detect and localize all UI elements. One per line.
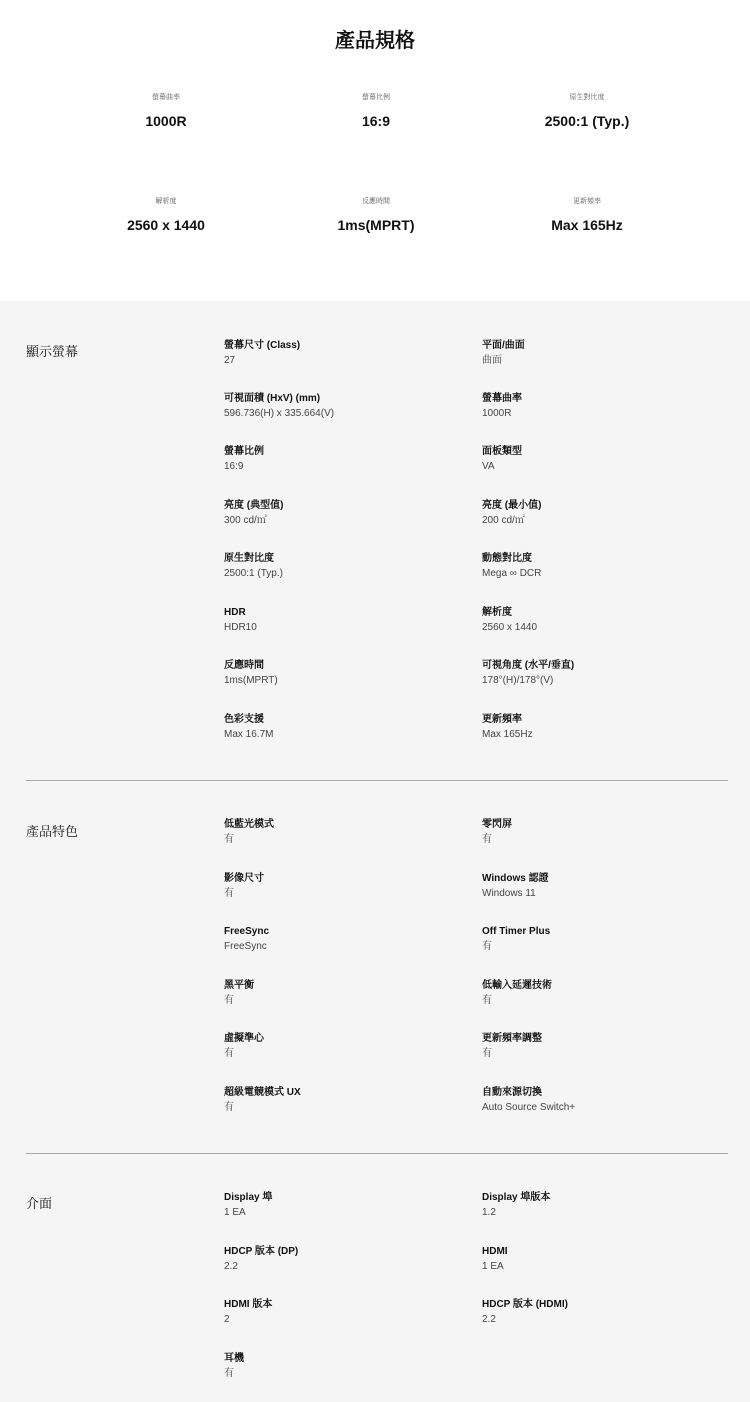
highlight-value: 2500:1 (Typ.) xyxy=(544,113,630,129)
spec-item xyxy=(482,445,722,474)
divider xyxy=(26,780,728,781)
spec-item xyxy=(482,339,722,368)
spec-value: 200 cd/㎡ xyxy=(482,515,525,526)
spec-item xyxy=(224,1086,464,1115)
spec-item xyxy=(482,499,722,528)
spec-item xyxy=(224,1298,464,1327)
spec-label: 低藍光模式 xyxy=(224,819,274,830)
spec-label: 耳機 xyxy=(224,1353,244,1364)
divider xyxy=(26,1153,728,1154)
spec-item xyxy=(482,1298,722,1327)
spec-value: 有 xyxy=(482,995,492,1006)
spec-value: 2.2 xyxy=(482,1314,496,1325)
spec-value: Max 165Hz xyxy=(482,729,533,740)
spec-value: 2500:1 (Typ.) xyxy=(224,568,283,579)
spec-value: 1 EA xyxy=(482,1261,504,1272)
spec-item xyxy=(482,1086,722,1115)
spec-item xyxy=(224,818,464,847)
spec-label: 低輸入延遲技術 xyxy=(482,980,552,991)
spec-item xyxy=(482,1032,722,1061)
spec-label: 自動來源切換 xyxy=(482,1087,542,1098)
spec-label: HDCP 版本 (HDMI) xyxy=(482,1299,568,1310)
spec-item xyxy=(224,1245,464,1274)
spec-label: Off Timer Plus xyxy=(482,926,551,937)
spec-label: HDR xyxy=(224,607,246,618)
highlight-value: 2560 x 1440 xyxy=(127,217,205,233)
category-title-display: 顯示螢幕 xyxy=(26,344,79,359)
spec-value: 300 cd/㎡ xyxy=(224,515,267,526)
category-title-interface: 介面 xyxy=(26,1196,53,1211)
spec-item xyxy=(224,1352,464,1381)
highlight-refresh-rate xyxy=(462,197,712,233)
spec-value: 2560 x 1440 xyxy=(482,622,538,633)
spec-label: 動態對比度 xyxy=(482,553,532,564)
spec-item xyxy=(482,1245,722,1274)
spec-value: 1.2 xyxy=(482,1207,496,1218)
spec-label: Windows 認證 xyxy=(482,873,549,884)
highlight-label: 螢幕比例 xyxy=(362,94,390,101)
spec-value: 有 xyxy=(224,995,234,1006)
spec-item xyxy=(482,552,722,581)
spec-label: 色彩支援 xyxy=(224,714,264,725)
spec-label: 平面/曲面 xyxy=(482,340,525,351)
spec-item xyxy=(482,606,722,635)
spec-value: HDR10 xyxy=(224,622,257,633)
spec-label: HDMI 版本 xyxy=(224,1299,273,1310)
page-title: 產品規格 xyxy=(335,30,415,52)
highlight-label: 更新頻率 xyxy=(573,198,601,205)
spec-item xyxy=(224,659,464,688)
spec-value: 曲面 xyxy=(482,355,502,366)
spec-label: 解析度 xyxy=(482,607,512,618)
spec-item xyxy=(482,979,722,1008)
spec-item xyxy=(482,392,722,421)
spec-item xyxy=(224,713,464,742)
spec-value: 1ms(MPRT) xyxy=(224,675,278,686)
spec-value: 有 xyxy=(224,834,234,845)
spec-label: 可視面積 (HxV) (mm) xyxy=(224,393,321,404)
spec-value: 596.736(H) x 335.664(V) xyxy=(224,408,335,419)
spec-label: Display 埠版本 xyxy=(482,1192,551,1203)
spec-item xyxy=(482,713,722,742)
key-specs-section xyxy=(0,0,750,301)
spec-item xyxy=(224,499,464,528)
highlight-value: 1ms(MPRT) xyxy=(337,217,415,233)
highlight-label: 解析度 xyxy=(155,198,177,205)
spec-label: 反應時間 xyxy=(224,660,264,671)
spec-item xyxy=(482,925,722,954)
spec-label: 原生對比度 xyxy=(224,553,274,564)
spec-value: 16:9 xyxy=(224,461,244,472)
spec-value: Windows 11 xyxy=(482,888,536,899)
spec-label: 更新頻率 xyxy=(482,714,522,725)
spec-label: 面板類型 xyxy=(482,446,522,457)
spec-item xyxy=(224,1191,464,1220)
highlight-value: 1000R xyxy=(145,113,187,129)
spec-value: 178°(H)/178°(V) xyxy=(482,675,554,686)
spec-value: 1000R xyxy=(482,408,512,419)
spec-item xyxy=(224,445,464,474)
spec-value: 有 xyxy=(224,1368,234,1379)
spec-item xyxy=(224,606,464,635)
spec-value: Auto Source Switch+ xyxy=(482,1102,576,1113)
spec-value: 有 xyxy=(482,941,492,952)
spec-label: Display 埠 xyxy=(224,1192,273,1203)
spec-label: 螢幕尺寸 (Class) xyxy=(224,340,301,351)
spec-label: 零閃屏 xyxy=(482,819,512,830)
spec-value: Max 16.7M xyxy=(224,729,274,740)
spec-item xyxy=(224,392,464,421)
spec-item xyxy=(224,979,464,1008)
spec-value: VA xyxy=(482,461,495,472)
spec-value: 有 xyxy=(224,888,234,899)
highlight-label: 反應時間 xyxy=(362,198,390,205)
spec-value: 有 xyxy=(224,1048,234,1059)
spec-item xyxy=(482,818,722,847)
spec-item xyxy=(224,925,464,954)
spec-label: 螢幕曲率 xyxy=(482,393,522,404)
spec-label: 可視角度 (水平/垂直) xyxy=(482,660,575,671)
spec-label: FreeSync xyxy=(224,926,270,937)
spec-value: FreeSync xyxy=(224,941,267,952)
highlight-label: 原生對比度 xyxy=(569,94,605,101)
spec-label: 影像尺寸 xyxy=(224,873,264,884)
spec-item xyxy=(224,339,464,368)
spec-value: 27 xyxy=(224,355,236,366)
spec-item xyxy=(482,872,722,901)
spec-value: 2 xyxy=(224,1314,230,1325)
spec-item xyxy=(224,1032,464,1061)
spec-item xyxy=(224,872,464,901)
highlight-value: 16:9 xyxy=(361,113,391,129)
spec-value: 1 EA xyxy=(224,1207,246,1218)
category-title-features: 產品特色 xyxy=(26,824,79,839)
spec-item xyxy=(482,659,722,688)
spec-item xyxy=(482,1191,722,1220)
spec-value: 有 xyxy=(482,1048,492,1059)
spec-label: 超級電競模式 UX xyxy=(224,1087,301,1098)
spec-label: HDCP 版本 (DP) xyxy=(224,1246,299,1257)
spec-label: 虛擬準心 xyxy=(224,1033,264,1044)
spec-label: 黑平衡 xyxy=(224,980,254,991)
spec-label: 亮度 (典型值) xyxy=(224,500,284,511)
spec-item xyxy=(224,552,464,581)
spec-label: 螢幕比例 xyxy=(224,446,264,457)
spec-label: HDMI xyxy=(482,1246,508,1257)
spec-label: 亮度 (最小值) xyxy=(482,500,542,511)
highlight-contrast-ratio xyxy=(462,93,712,129)
spec-details-section xyxy=(0,301,750,1402)
spec-value: Mega ∞ DCR xyxy=(482,568,542,579)
highlight-label: 螢幕曲率 xyxy=(152,94,180,101)
highlight-value: Max 165Hz xyxy=(551,217,623,233)
spec-value: 2.2 xyxy=(224,1261,238,1272)
spec-label: 更新頻率調整 xyxy=(482,1033,542,1044)
spec-value: 有 xyxy=(224,1102,234,1113)
spec-value: 有 xyxy=(482,834,492,845)
